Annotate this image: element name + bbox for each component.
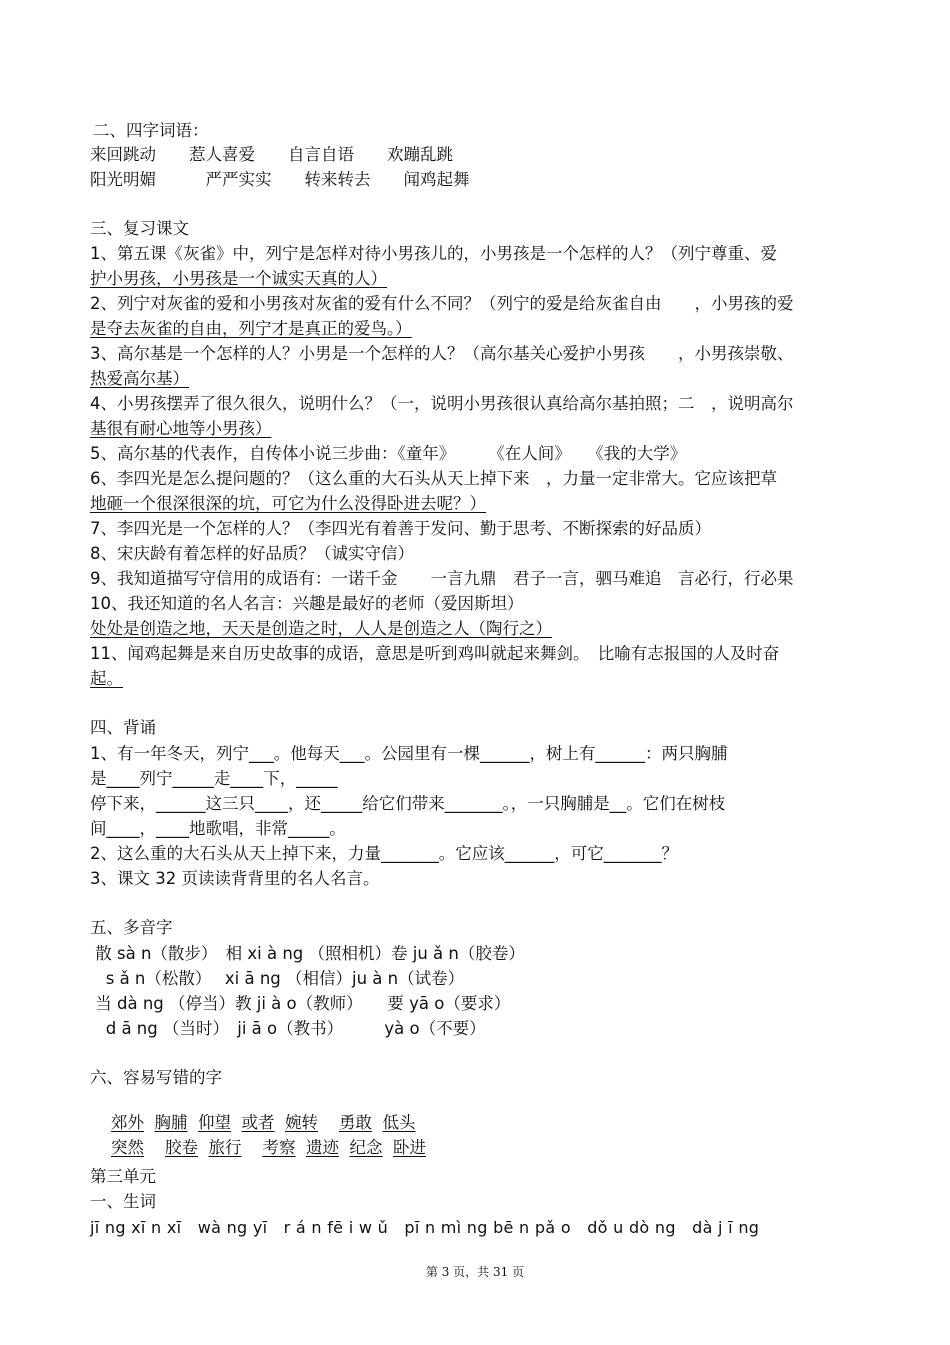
recite-line: 间____，____地歌唱，非常_____。: [90, 819, 346, 838]
char-word: 胶卷: [164, 1138, 198, 1157]
page-footer: 第 3 页，共 31 页: [425, 1265, 525, 1279]
char-word: 或者: [241, 1113, 275, 1132]
char-word: 纪念: [349, 1138, 383, 1157]
char-word: 勇敢: [338, 1113, 372, 1132]
polyphone-row: 当 dà ng （停当）教 ji à o（教师） 要 yā o（要求）: [90, 994, 511, 1013]
char-word: 郊外: [110, 1113, 144, 1132]
answer-line: 处处是创造之地，天天是创造之时，人人是创造之人（陶行之）: [90, 619, 552, 638]
recite-line: 1、有一年冬天，列宁___。他每天___。公园里有一棵______，树上有______：两只胸脯: [90, 744, 728, 763]
question-line: 8、宋庆龄有着怎样的好品质？（诚实守信）: [90, 544, 414, 563]
question-line: 7、李四光是一个怎样的人？（李四光有着善于发问、勤于思考、不断探索的好品质）: [90, 519, 711, 538]
char-word: 考察: [262, 1138, 296, 1157]
recite-line: 2、这么重的大石头从天上掉下来，力量_______。它应该______，可它_______？: [90, 844, 678, 863]
char-word: 旅行: [208, 1138, 242, 1157]
section-heading: 三、复习课文: [90, 219, 189, 238]
question-line: 11、闻鸡起舞是来自历史故事的成语，意思是听到鸡叫就起来舞剑。 比喻有志报国的人及时奋: [90, 644, 780, 663]
polyphone-row: 散 sà n（散步） 相 xi à ng （照相机）卷 ju ǎ n（胶卷）: [90, 944, 525, 963]
recite-line: 停下来，______这三只____，还_____给它们带来_______。，一只胸脯是__。它们在树枝: [90, 794, 726, 813]
char-word: 仰望: [197, 1113, 231, 1132]
question-line: 10、我还知道的名人名言：兴趣是最好的老师（爱因斯坦）: [90, 594, 524, 613]
char-word: 低头: [382, 1113, 416, 1132]
section-heading: 一、生词: [90, 1192, 156, 1211]
answer-line: 护小男孩，小男孩是一个诚实天真的人）: [90, 269, 387, 288]
char-word: 突然: [110, 1138, 144, 1157]
question-line: 2、列宁对灰雀的爱和小男孩对灰雀的爱有什么不同？（列宁的爱是给灰雀自由 ，小男孩的爱: [90, 294, 794, 313]
section-heading: 五、多音字: [90, 918, 173, 937]
section-heading: 四、背诵: [90, 718, 156, 737]
word-row: 阳光明媚 严严实实 转来转去 闻鸡起舞: [90, 170, 470, 189]
answer-line: 基很有耐心地等小男孩）: [90, 419, 272, 438]
char-word: 婉转: [284, 1113, 318, 1132]
char-word: 遗迹: [305, 1138, 339, 1157]
recite-line: 是____列宁_____走____下，_____: [90, 769, 338, 788]
question-line: 9、我知道描写守信用的成语有：一诺千金 一言九鼎 君子一言，驷马难追 言必行，行必果: [90, 569, 794, 588]
question-line: 1、第五课《灰雀》中，列宁是怎样对待小男孩儿的，小男孩是一个怎样的人？（列宁尊重、爱: [90, 244, 777, 263]
unit-title: 第三单元: [90, 1167, 156, 1186]
char-word: 胸脯: [154, 1113, 188, 1132]
answer-line: 热爱高尔基）: [90, 369, 189, 388]
question-line: 4、小男孩摆弄了很久很久，说明什么？（一，说明小男孩很认真给高尔基拍照；二 ，说明高尔: [90, 394, 794, 413]
section-heading: 六、容易写错的字: [90, 1068, 222, 1087]
section-heading: 二、四字词语：: [93, 121, 209, 140]
question-line: 6、李四光是怎么提问题的？（这么重的大石头从天上掉下来 ，力量一定非常大。它应该把草: [90, 469, 777, 488]
recite-line: 3、课文 32 页读读背背里的名人名言。: [90, 869, 380, 888]
word-row: 来回跳动 惹人喜爱 自言自语 欢蹦乱跳: [90, 145, 453, 164]
answer-line: 地砸一个很深很深的坑，可它为什么没得卧进去呢？）: [90, 494, 486, 513]
answer-line: 起。: [90, 669, 123, 688]
polyphone-row: d ā ng （当时） ji ā o（教书） yà o（不要）: [90, 1019, 486, 1038]
answer-line: 是夺去灰雀的自由，列宁才是真正的爱鸟。）: [90, 319, 412, 338]
question-line: 3、高尔基是一个怎样的人？小男是一个怎样的人？（高尔基关心爱护小男孩 ，小男孩崇敬、: [90, 344, 794, 363]
char-word: 卧进: [392, 1138, 426, 1157]
polyphone-row: s ǎ n（松散） xi ā ng （相信）ju à n（试卷）: [90, 969, 465, 988]
pinyin-row: jī ng xī n xī wà ng yī r á n fē i w ǔ pī n mì ng bē n pǎ o dǒ u dò ng dà j ī ng: [90, 1218, 760, 1237]
question-line: 5、高尔基的代表作，自传体小说三步曲：《童年》 《在人间》 《我的大学》: [90, 444, 687, 463]
